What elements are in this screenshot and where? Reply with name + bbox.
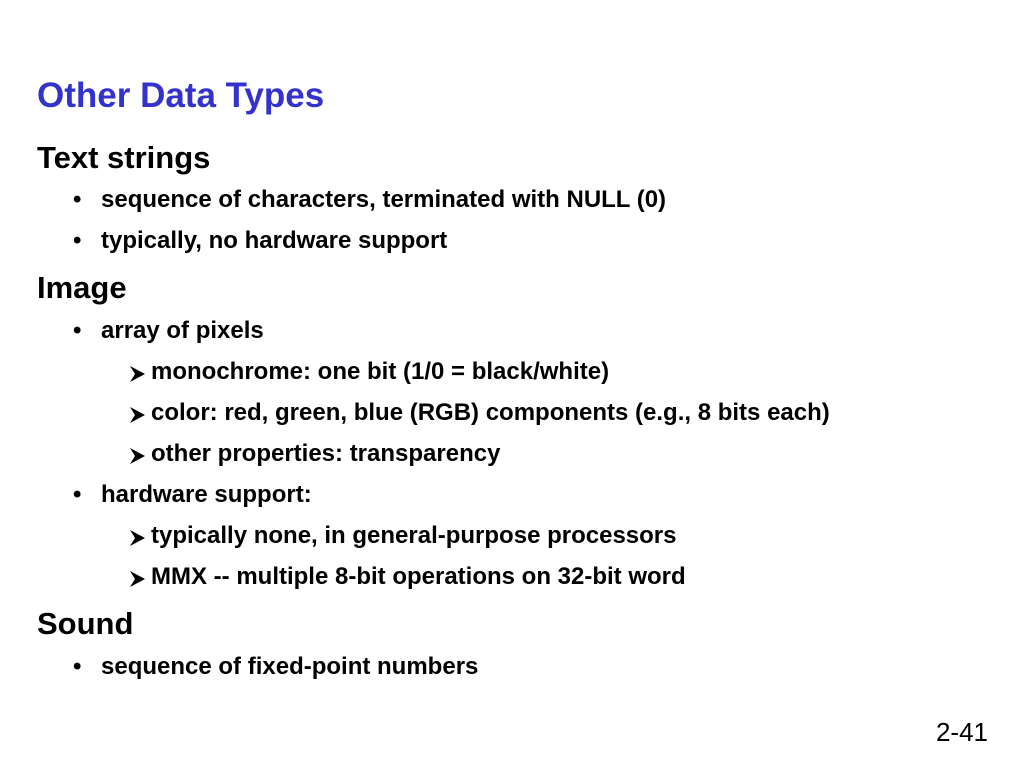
arrow-icon (127, 528, 147, 548)
arrow-icon (127, 446, 147, 466)
slide-title: Other Data Types (37, 76, 325, 115)
subbullet-text: MMX -- multiple 8-bit operations on 32-bit word (151, 563, 686, 590)
subbullet-text: monochrome: one bit (1/0 = black/white) (151, 358, 610, 385)
section-heading: Text strings (37, 140, 211, 175)
bullet-marker: • (73, 317, 82, 344)
section-heading: Sound (37, 606, 134, 641)
arrow-icon (127, 364, 147, 384)
bullet-text: hardware support: (101, 481, 312, 508)
bullet-marker: • (73, 653, 82, 680)
subbullet-text: other properties: transparency (151, 440, 501, 467)
bullet-text: array of pixels (101, 317, 264, 344)
bullet-text: typically, no hardware support (101, 227, 448, 254)
arrow-icon (127, 405, 147, 425)
subbullet-text: color: red, green, blue (RGB) components (e.g., 8 bits each) (151, 399, 830, 426)
bullet-marker: • (73, 227, 82, 254)
section-heading: Image (37, 270, 127, 305)
arrow-icon (127, 569, 147, 589)
subbullet-text: typically none, in general-purpose processors (151, 522, 677, 549)
bullet-marker: • (73, 186, 82, 213)
page-number: 2-41 (935, 717, 988, 747)
bullet-marker: • (73, 481, 82, 508)
bullet-text: sequence of fixed-point numbers (101, 653, 479, 680)
bullet-text: sequence of characters, terminated with NULL (0) (101, 186, 667, 213)
